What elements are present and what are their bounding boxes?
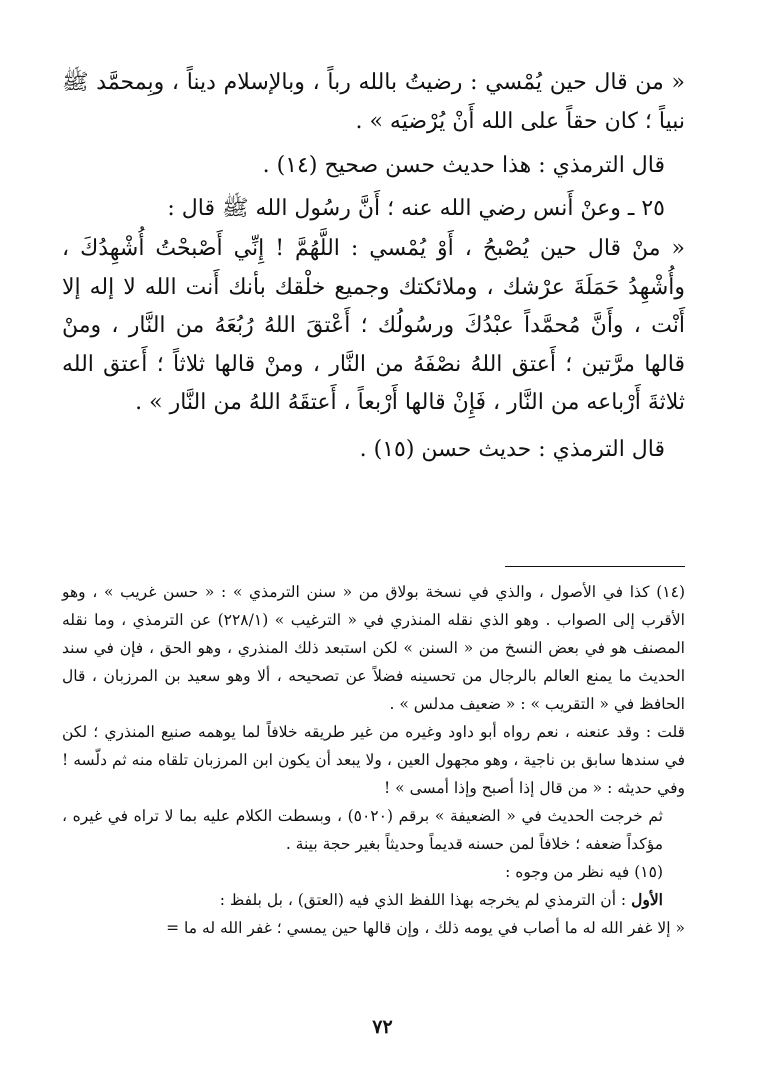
footnote-14-addendum: ثم خرجت الحديث في « الضعيفة » برقم (٥٠٢٠) ، وبسطت الكلام عليه بما لا تراه في غيره ، مؤكداً ضعفه ؛ خلافاً لمن حسنه قديماً وحديثاً بغير حجة بينة .	[62, 807, 663, 853]
tirmidhi-grade-24: قال الترمذي : هذا حديث حسن صحيح (١٤) .	[262, 153, 665, 178]
footnote-14-comment: قلت : وقد عنعنه ، نعم رواه أبو داود وغيره من غير طريقه خلافاً لما يوهمه صنيع المنذري ؛ لكن في سندها سابق بن ناجية ، وهو مجهول العين ، ولا يبعد أن يكون ابن المرزبان تلقاه منه ثم دلّسه ! وفي حديثه : « من قال إذا أصبح وإذا أمسى » !	[62, 723, 685, 797]
first-point-label: الأول	[631, 890, 663, 909]
first-point-text: : أن الترمذي لم يخرجه بهذا اللفظ الذي فيه (العتق) ، بل بلفظ :	[219, 891, 627, 909]
hadith-25-text: « منْ قال حين يُصْبحُ ، أَوْ يُمْسي : اللَّهُمَّ ! إِنِّي أَصْبحْتُ أُشْهِدُكَ ، وأُشْهِدُ حَمَلَةَ عرْشك ، وملائكتك وجميع خلْقك بأنك أَنت الله لا إله إلا أَنْت ، وأَنَّ مُحمَّداً عبْدُكَ ورسُولُك ؛ أَعْتقَ اللهُ رُبُعَهُ من النَّار ، ومنْ قالها مرَّتين ؛ أَعتق اللهُ نصْفَهُ من النَّار ، ومنْ قالها ثلاثاً ؛ أَعتق الله ثلاثةَ أَرْباعه من النَّار ، فَإِنْ قالها أَرْبعاً ، أَعتقَهُ اللهُ من النَّار » .	[62, 236, 685, 415]
footnote-separator	[505, 566, 685, 567]
footnote-14: (١٤) كذا في الأصول ، والذي في نسخة بولاق من « سنن الترمذي » : « حسن غريب » ، وهو الأقرب إلى الصواب . وهو الذي نقله المنذري في « الترغيب » (٢٢٨/١) عن الترمذي ، وما نقله المصنف هو في بعض النسخ من « السنن » لكن استبعد ذلك المنذري ، وهو الحق ، فإن في سند الحديث ما يمنع العالم بالرجال من تحسينه فضلاً عن تصحيحه ، ألا وهو سعيد بن المرزبان ، قال الحافظ في « التقريب » : « ضعيف مدلس » .	[62, 583, 685, 713]
footnote-15-first-point	[62, 886, 685, 914]
page-number: ٧٢	[372, 1016, 393, 1038]
main-text	[62, 62, 685, 469]
footnote-15-quote: « إلا غفر الله له ما أصاب في يومه ذلك ، وإن قالها حين يمسي ؛ غفر الله له ما =	[166, 919, 685, 937]
hadith-24-text: « من قال حين يُمْسي : رضيتُ بالله رباً ، وبالإسلام ديناً ، وبِمحمَّد ﷺ نبياً ؛ كان حقاً على الله أَنْ يُرْضيَه » .	[62, 70, 685, 134]
hadith-25-heading: ٢٥ ـ وعنْ أَنس رضي الله عنه ؛ أَنَّ رسُول الله ﷺ قال :	[167, 195, 665, 221]
tirmidhi-grade-25: قال الترمذي : حديث حسن (١٥) .	[359, 436, 665, 462]
footnote-15: (١٥) فيه نظر من وجوه :	[505, 863, 663, 881]
footnotes	[62, 578, 685, 942]
